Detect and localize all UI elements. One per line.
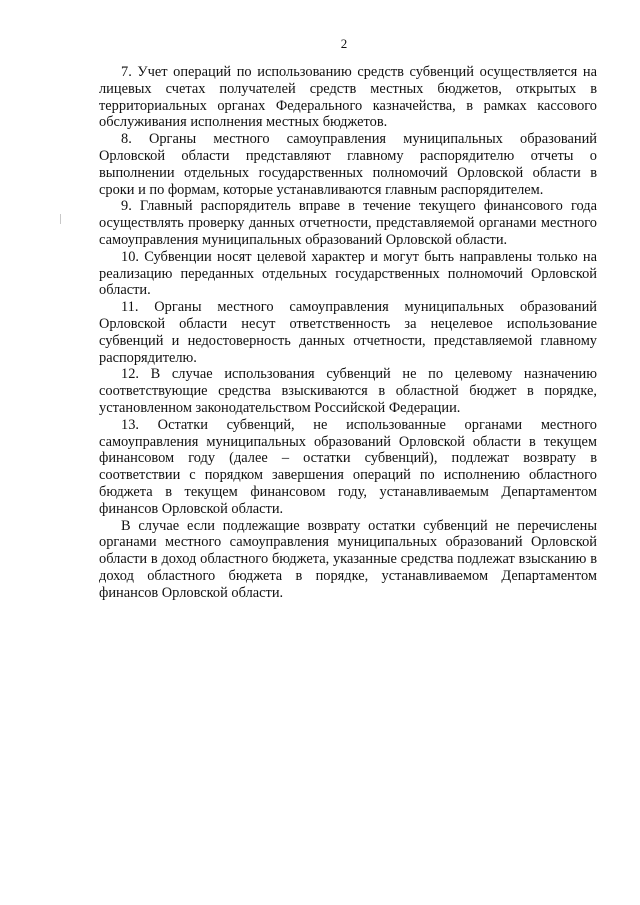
document-body: [99, 64, 597, 602]
page-number: 2: [340, 36, 348, 51]
margin-mark: [60, 214, 61, 224]
paragraph-11: 11. Органы местного самоуправления муниципальных образований Орловской области несут ответственность за нецелевое использование субвенций и недостоверность данных отчетности, представляемой главному распорядителю.: [99, 299, 597, 366]
paragraph-8: 8. Органы местного самоуправления муниципальных образований Орловской области представляют главному распорядителю отчеты о выполнении отдельных государственных полномочий Орловской области в сроки и по формам, которые устанавливаются главным распорядителем.: [99, 131, 597, 198]
paragraph-9: 9. Главный распорядитель вправе в течение текущего финансового года осуществлять проверку данных отчетности, представляемой органами местного самоуправления муниципальных образований Орловской области.: [99, 198, 597, 248]
paragraph-13: 13. Остатки субвенций, не использованные органами местного самоуправления муниципальных образований Орловской области в текущем финансовом году (далее – остатки субвенций), подлежат возврату в соответствии с порядком завершения операций по исполнению областного бюджета в текущем финансовом году, устанавливаемым Департаментом финансов Орловской области.: [99, 416, 597, 517]
paragraph-13-continuation: В случае если подлежащие возврату остатки субвенций не перечислены органами местного самоуправления муниципальных образований Орловской области в доход областного бюджета, указанные средства подлежат взысканию в доход областного бюджета в порядке, устанавливаемом Департаментом финансов Орловской области.: [99, 517, 597, 601]
paragraph-12: 12. В случае использования субвенций не по целевому назначению соответствующие средства взыскиваются в областной бюджет в порядке, установленном законодательством Российской Федерации.: [99, 366, 597, 416]
paragraph-10: 10. Субвенции носят целевой характер и могут быть направлены только на реализацию переданных отдельных государственных полномочий Орловской области.: [99, 248, 597, 299]
paragraph-7: 7. Учет операций по использованию средств субвенций осуществляется на лицевых счетах получателей средств местных бюджетов, открытых в территориальных органах Федерального казначейства, в рамках кассового обслуживания исполнения местных бюджетов.: [99, 64, 597, 131]
